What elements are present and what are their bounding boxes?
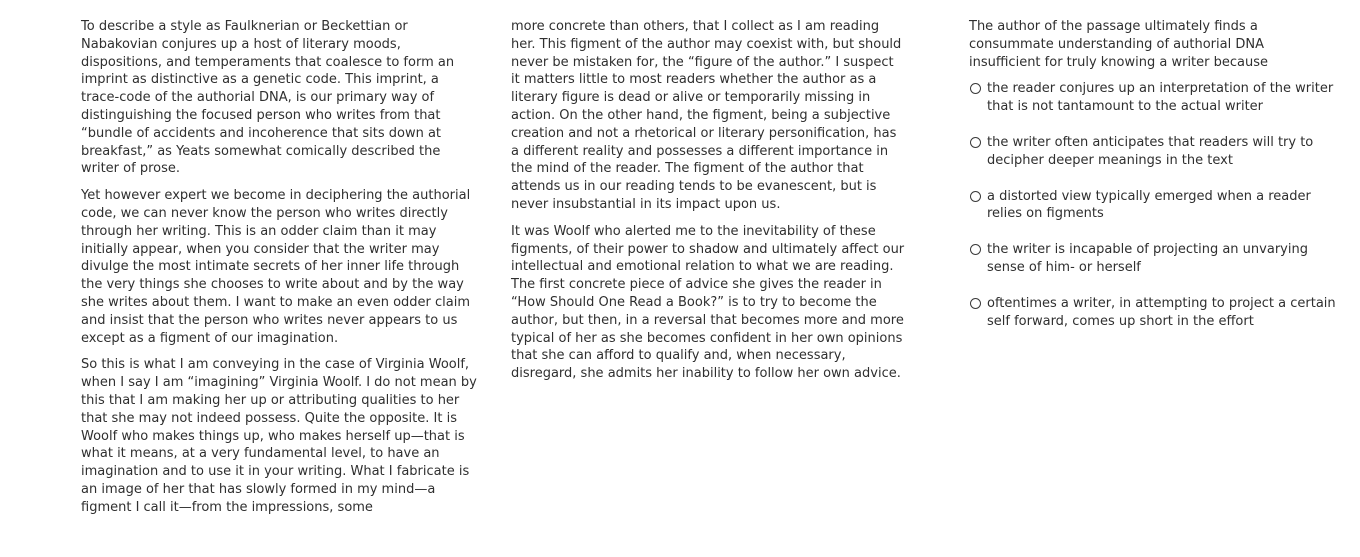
answer-choice-text: a distorted view typically emerged when a reader relies on figments	[987, 188, 1311, 222]
answer-choice-b[interactable]	[969, 134, 1339, 170]
passage-column-left	[81, 18, 481, 526]
passage-paragraph: It was Woolf who alerted me to the inevitability of these figments, of their power to shadow and ultimately affect our intellectual and emotional relation to what we are reading. The first concrete piece of advice she gives the reader in “How Should One Read a Book?” is to try to become the author, but then, in a reversal that becomes more and more typical of her as she becomes confident in her own opinions that she can afford to qualify and, when necessary, disregard, she admits her inability to follow her own advice.	[511, 223, 905, 382]
passage-paragraph: more concrete than others, that I collect as I am reading her. This figment of the author may coexist with, but should never be mistaken for, the “figure of the author.” I suspect it matters little to most readers whether the author as a literary figure is dead or alive or temporarily missing in action. On the other hand, the figment, being a subjective creation and not a rhetorical or literary personification, has a different reality and possesses a different importance in the mind of the reader. The figment of the author that attends us in our reading tends to be evanescent, but is never insubstantial in its impact upon us.	[511, 19, 902, 212]
question-panel	[969, 18, 1339, 348]
answer-choice-text: the writer often anticipates that readers will try to decipher deeper meanings in the text	[987, 134, 1314, 168]
radio-button-e[interactable]	[970, 298, 981, 309]
passage-paragraph: So this is what I am conveying in the case of Virginia Woolf, when I say I am “imagining” Virginia Woolf. I do not mean by this that I am making her up or attributing qualities to her that she may not indeed possess. Quite the opposite. It is Woolf who makes things up, who makes herself up—that is what it means, at a very fundamental level, to have an imagination and to use it in your writing. What I fabricate is an image of her that has slowly formed in my mind—a figment I call it—from the impressions, some	[81, 357, 477, 515]
answer-choice-text: the writer is incapable of projecting an unvarying sense of him- or herself	[987, 242, 1308, 275]
answer-choice-c[interactable]	[969, 188, 1339, 224]
answer-choice-e[interactable]	[969, 295, 1339, 331]
passage-paragraph: Yet however expert we become in deciphering the authorial code, we can never know the person who writes directly through her writing. This is an odder claim than it may initially appear, when you consider that the writer may divulge the most intimate secrets of her inner life through the very things she chooses to write about and by the way she writes about them. I want to make an even odder claim and insist that the person who writes never appears to us except as a figment of our imagination.	[81, 188, 471, 346]
radio-button-d[interactable]	[970, 244, 981, 255]
radio-button-a[interactable]	[970, 83, 981, 94]
answer-choices	[969, 80, 1339, 330]
radio-button-c[interactable]	[970, 191, 981, 202]
passage-column-middle	[511, 18, 906, 392]
passage-paragraph: To describe a style as Faulknerian or Beckettian or Nabakovian conjures up a host of literary moods, dispositions, and temperaments that coalesce to form an imprint as distinctive as a genetic code. This imprint, a trace-code of the authorial DNA, is our primary way of distinguishing the focused person who writes from that “bundle of accidents and incoherence that sits down at breakfast,” as Yeats somewhat comically described the writer of prose.	[81, 19, 455, 177]
radio-button-b[interactable]	[970, 137, 981, 148]
answer-choice-text: oftentimes a writer, in attempting to project a certain self forward, comes up short in the effort	[987, 295, 1336, 329]
question-prompt: The author of the passage ultimately finds a consummate understanding of authorial DNA insufficient for truly knowing a writer because	[969, 19, 1269, 70]
answer-choice-text: the reader conjures up an interpretation of the writer that is not tantamount to the actual writer	[987, 81, 1334, 115]
answer-choice-a[interactable]	[969, 80, 1339, 116]
answer-choice-d[interactable]	[969, 241, 1339, 277]
